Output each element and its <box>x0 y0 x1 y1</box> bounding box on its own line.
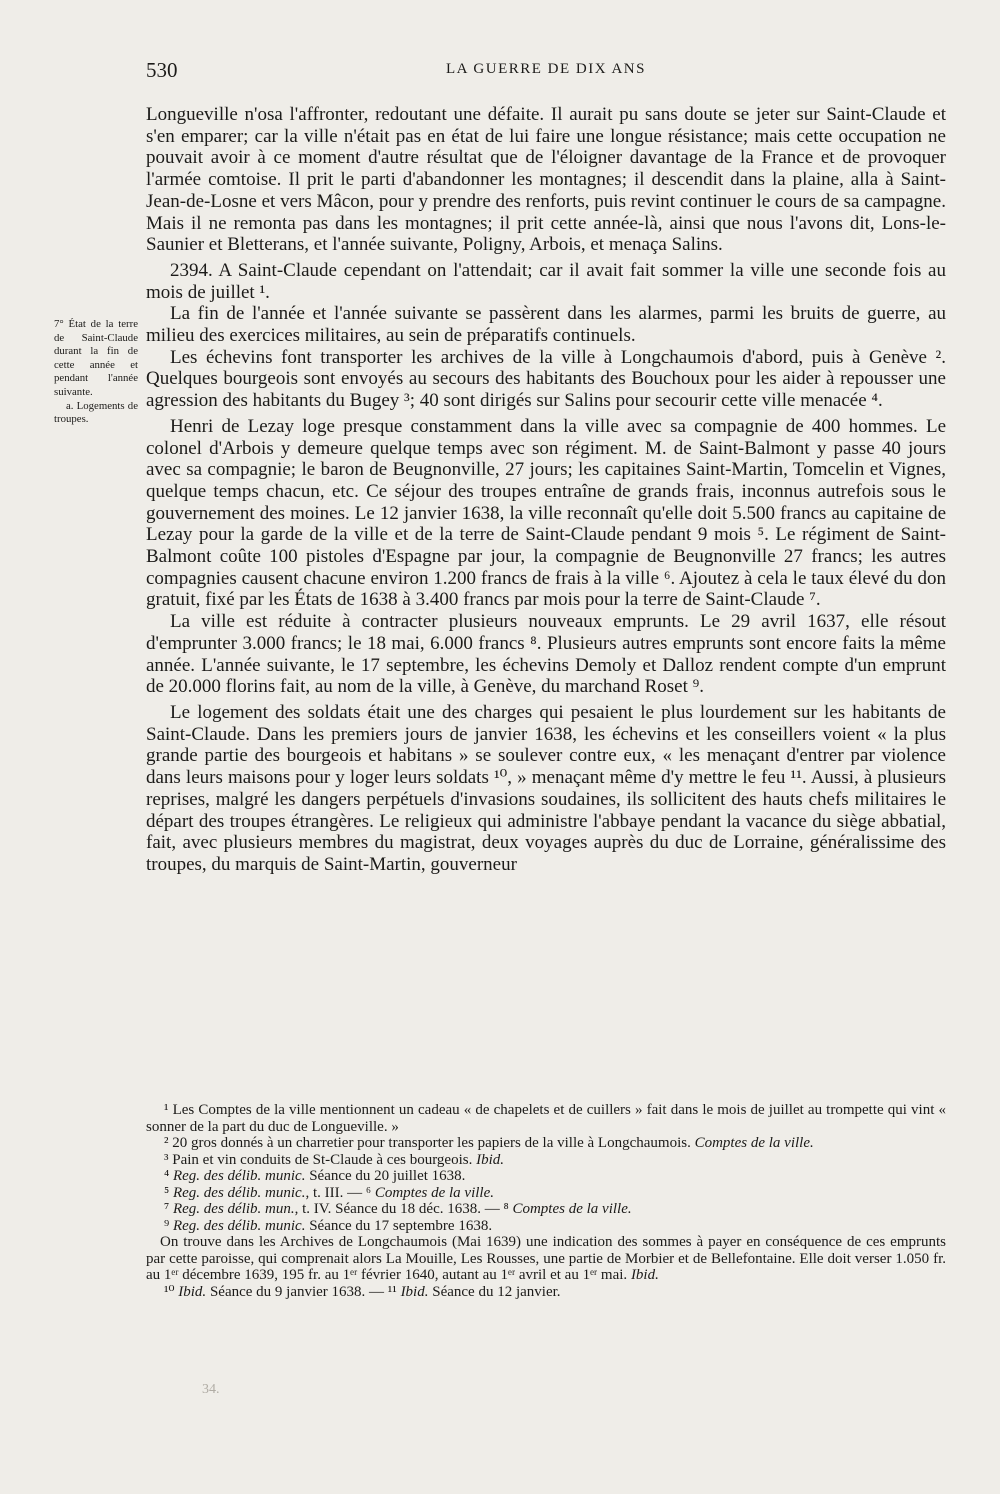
paragraph-7: Le logement des soldats était une des charges qui pesaient le plus lourdement sur les habitants de Saint-Claude. Dans les premiers jours de janvier 1638, les échevins et les conseillers voient « la plus grande partie des bourgeois et habitans » se soulever contre eux, « les menaçant d'entrer par violence dans leurs maisons pour y loger leurs soldats ¹⁰, » menaçant même d'y mettre le feu ¹¹. Aussi, à plusieurs reprises, malgré les dangers perpétuels d'invasions soudaines, ils sollicitent des hauts chefs militaires le départ des troupes étrangères. Le religieux qui administre l'abbaye pendant la vacance du siège abbatial, fait, avec plusieurs membres du magistrat, deux voyages auprès du duc de Lorraine, généralissime des troupes, du marquis de Saint-Martin, gouverneur <box>146 701 946 875</box>
footnote-10-text: Séance du 9 janvier 1638. — ¹¹ <box>209 1283 397 1300</box>
paragraph-2: 2394. A Saint-Claude cependant on l'attendait; car il avait fait sommer la ville une seconde fois au mois de juillet ¹. <box>146 259 946 303</box>
footnote-4-number: ⁴ <box>164 1168 170 1184</box>
footnote-4 <box>146 1168 946 1185</box>
footnote-11-text: Séance du 12 janvier. <box>432 1283 561 1300</box>
page-header <box>146 58 946 84</box>
margin-note-section: 7° État de la terre de Saint-Claude durant la fin de cette année et pendant l'année suivante. <box>54 318 138 398</box>
footnote-9-number: ⁹ <box>164 1217 170 1234</box>
footnote-3-text: ³ Pain et vin conduits de St-Claude à ces bourgeois. <box>164 1151 473 1168</box>
signature-mark: 34. <box>202 1382 220 1397</box>
footnote-10-source: Ibid. <box>178 1283 207 1300</box>
footnote-1: ¹ Les Comptes de la ville mentionnent un cadeau « de chapelets et de cuillers » fait dans le mois de juillet au trompette qui vint « sonner de la part du duc de Longueville. » <box>146 1102 946 1135</box>
paragraph-5: Henri de Lezay loge presque constamment dans la ville avec sa compagnie de 400 hommes. Le colonel d'Arbois y demeure quelque temps avec son régiment. M. de Saint-Balmont y passe 40 jours avec sa compagnie; le baron de Beugnonville, 27 jours; les capitaines Saint-Martin, Tomcelin et Vignes, quelque temps chacun, etc. Ce séjour des troupes entraîne de grands frais, inconnus autrefois sous le gouvernement des moines. Le 12 janvier 1638, la ville reconnaît qu'elle doit 5.500 francs au capitaine de Lezay pour la garde de la ville et de la terre de Saint-Claude pendant 9 mois ⁵. Le régiment de Saint-Balmont coûte 100 pistoles d'Espagne par jour, la compagnie de Beugnonville 27 francs; les autres compagnies causent chacune environ 1.200 francs de frais à la ville ⁶. Ajoutez à cela le taux élevé du don gratuit, fixé par les États de 1638 à 3.400 francs par mois pour la terre de Saint-Claude ⁷. <box>146 415 946 611</box>
footnote-5-text: , t. III. — ⁶ <box>305 1184 372 1201</box>
footnote-3 <box>146 1152 946 1169</box>
footnote-9-continued-source: Ibid. <box>630 1267 659 1283</box>
paragraph-3: La fin de l'année et l'année suivante se passèrent dans les alarmes, parmi les bruits de guerre, au milieu des exercices militaires, au sein de préparatifs continuels. <box>146 303 946 347</box>
footnote-2 <box>146 1135 946 1152</box>
footnote-11-source: Ibid. <box>400 1283 429 1300</box>
running-title: LA GUERRE DE DIX ANS <box>445 61 646 77</box>
footnote-10-number: ¹⁰ <box>164 1283 175 1300</box>
footnote-2-text: ² 20 gros donnés à un charretier pour transporter les papiers de la ville à Longchaumois. <box>164 1135 691 1151</box>
footnote-10-11 <box>146 1284 946 1301</box>
footnote-9-text: Séance du 17 septembre 1638. <box>309 1217 493 1234</box>
footnote-7-8 <box>146 1201 946 1218</box>
footnote-8-source: Comptes de la ville. <box>512 1201 632 1217</box>
footnote-9-continued-text: On trouve dans les Archives de Longchaumois (Mai 1639) une indication des sommes à payer en conséquence de ces emprunts par cette paroisse, qui comprenait alors La Mouille, Les Rousses, une partie de Morbier et de Bellefontaine. Elle doit verser 1.050 fr. au 1ᵉʳ décembre 1639, 195 fr. au 1ᵉʳ février 1640, autant au 1ᵉʳ avril et au 1ᵉʳ mai. <box>146 1234 946 1283</box>
footnote-4-source: Reg. des délib. munic. <box>172 1168 306 1184</box>
footnote-9-source: Reg. des délib. munic. <box>172 1217 306 1234</box>
footnote-7-source: Reg. des délib. mun. <box>172 1201 295 1217</box>
footnote-7-text: , t. IV. Séance du 18 déc. 1638. — ⁸ <box>294 1201 509 1217</box>
footnote-4-text: Séance du 20 juillet 1638. <box>309 1168 466 1184</box>
footnote-5-6 <box>146 1185 946 1202</box>
footnote-3-source: Ibid. <box>476 1151 505 1168</box>
footnote-2-source: Comptes de la ville. <box>694 1135 814 1151</box>
paragraph-6: La ville est réduite à contracter plusieurs nouveaux emprunts. Le 29 avril 1637, elle résout d'emprunter 3.000 francs; le 18 mai, 6.000 francs ⁸. Plusieurs autres emprunts sont encore faits la même année. L'année suivante, le 17 septembre, les échevins Demoly et Dalloz rendent compte d'un emprunt de 20.000 florins fait, au nom de la ville, à Genève, du marchand Roset ⁹. <box>146 611 946 698</box>
page-number: 530 <box>146 58 178 82</box>
footnote-7-number: ⁷ <box>164 1201 170 1217</box>
margin-note-subsection: a. Logements de troupes. <box>54 399 138 426</box>
paragraph-4: Les échevins font transporter les archives de la ville à Longchaumois d'abord, puis à Genève ². Quelques bourgeois sont envoyés au secours des habitants des Bouchoux pour les aider à repousser une agression des habitants du Bugey ³; 40 sont dirigés sur Salins pour secourir cette ville menacée ⁴. <box>146 346 946 412</box>
paragraph-1: Longueville n'osa l'affronter, redoutant une défaite. Il aurait pu sans doute se jeter sur Saint-Claude et s'en emparer; car la ville n'était pas en état de lui faire une longue résistance; mais cette occupation ne pouvait avoir à ce moment d'autre résultat que de l'éloigner davantage de la France et de provoquer l'armée comtoise. Il prit le parti d'abandonner les montagnes; il descendit dans la plaine, alla à Saint-Jean-de-Losne et vers Mâcon, pour y prendre des renforts, puis revint continuer le cours de sa campagne. Mais il ne remonta pas dans les montagnes; il prit cette année-là, ainsi que nous l'avons dit, Lons-le-Saunier et Bletterans, et l'année suivante, Poligny, Arbois, et menaça Salins. <box>146 104 946 256</box>
footnote-5-source: Reg. des délib. munic. <box>172 1184 306 1201</box>
footnote-9 <box>146 1218 946 1235</box>
footnotes <box>146 1102 946 1300</box>
footnote-6-source: Comptes de la ville. <box>374 1184 494 1201</box>
footnote-5-number: ⁵ <box>164 1184 170 1201</box>
margin-note <box>54 318 138 427</box>
main-text <box>146 104 946 876</box>
footnote-9-continued <box>146 1234 946 1284</box>
